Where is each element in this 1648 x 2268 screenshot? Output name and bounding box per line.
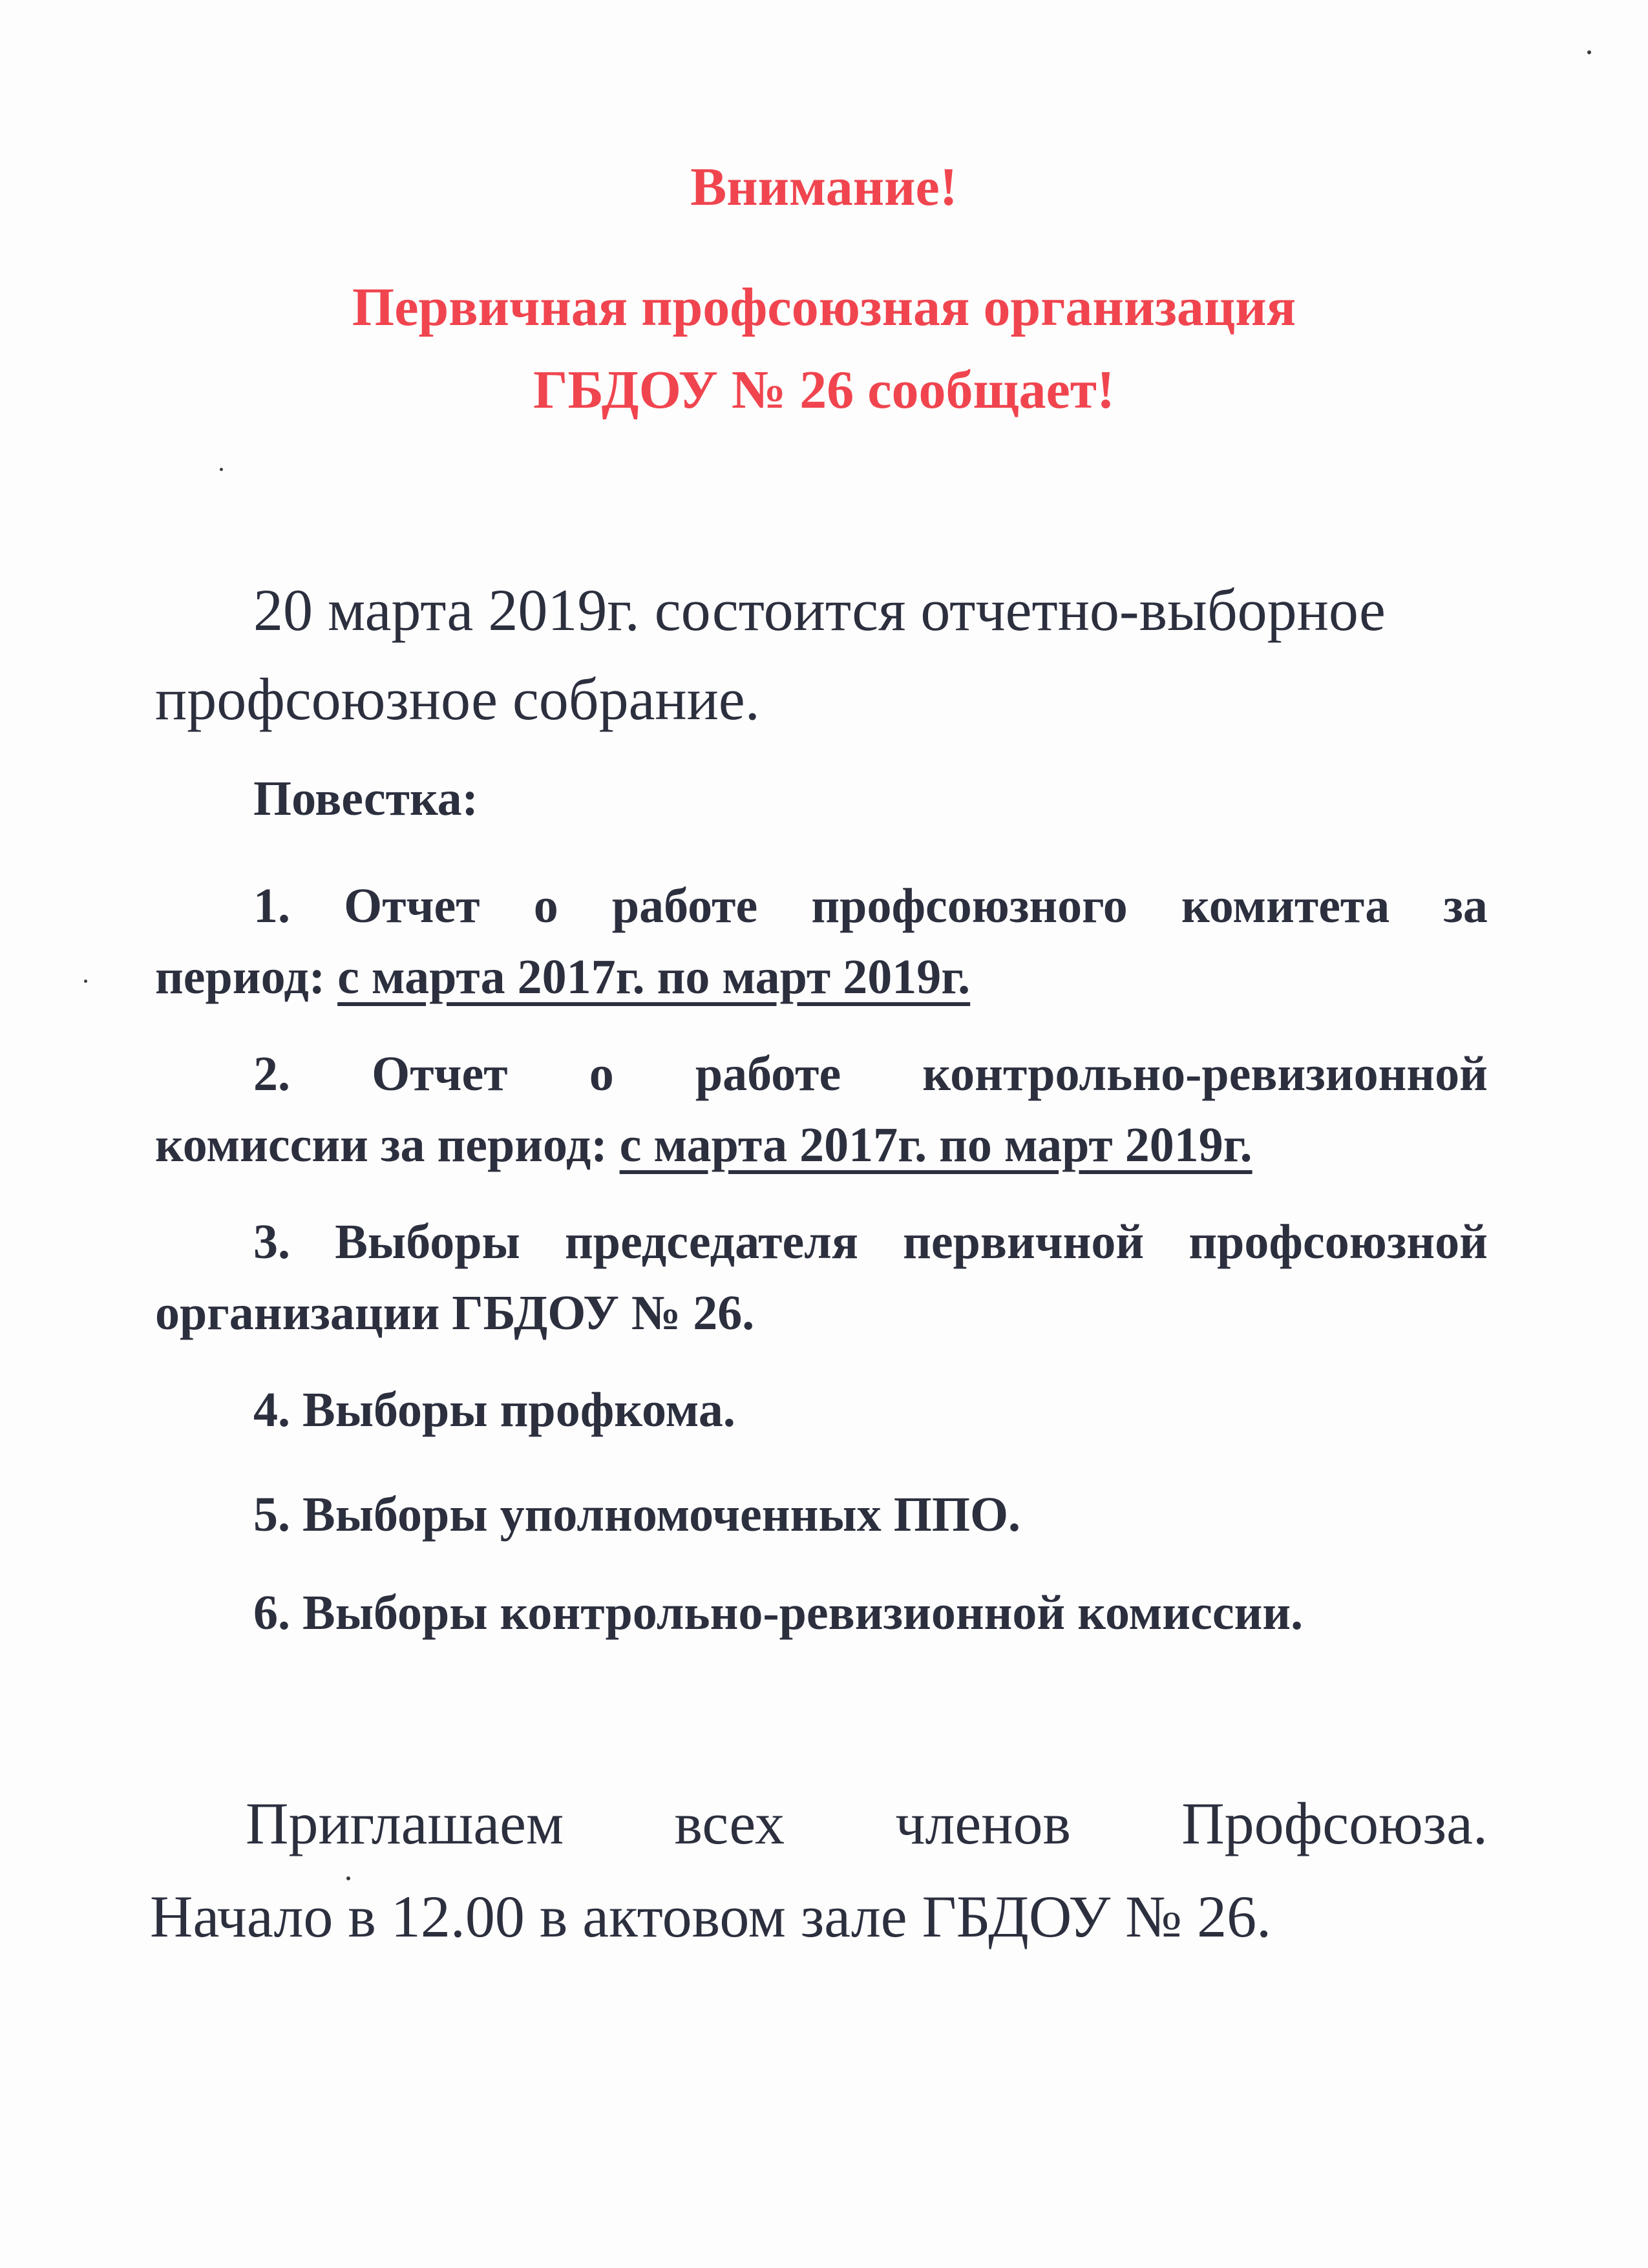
announcement-line-1: [253, 577, 1488, 643]
agenda-item-1-word: за: [1443, 879, 1488, 933]
scan-speck: [84, 980, 87, 983]
agenda-item-2-word: работе: [695, 1047, 841, 1101]
agenda-item-2-line-1: [253, 1047, 1488, 1101]
invitation-word: Профсоюза.: [1181, 1790, 1488, 1856]
agenda-item-2-period-label: комиссии за период:: [155, 1118, 607, 1172]
agenda-item-1-line-2: [155, 952, 970, 1002]
agenda-item-3-line-1: [253, 1215, 1488, 1269]
organization-heading-line2: ГБДОУ № 26 сообщает!: [533, 360, 1115, 420]
agenda-item-3-word: 3.: [253, 1215, 290, 1269]
announcement-line-2: профсоюзное собрание.: [155, 666, 760, 732]
invitation-word: всех: [674, 1790, 785, 1856]
agenda-item-1-word: о: [533, 879, 558, 933]
agenda-item-1-word: работе: [611, 879, 758, 933]
agenda-item-1-word: Отчет: [344, 879, 480, 933]
agenda-item-1-word: комитета: [1181, 879, 1390, 933]
agenda-item-1-word: 1.: [253, 879, 290, 933]
agenda-item-2-word: Отчет: [372, 1047, 508, 1101]
agenda-item-5: 5. Выборы уполномоченных ППО.: [253, 1487, 1021, 1542]
agenda-title: Повестка:: [253, 772, 478, 826]
agenda-item-3-word: Выборы: [335, 1215, 520, 1269]
agenda-item-2-word: контрольно-ревизионной: [922, 1047, 1488, 1101]
agenda-item-2-word: 2.: [253, 1047, 290, 1101]
agenda-item-4: 4. Выборы профкома.: [253, 1383, 735, 1437]
invitation-word: Приглашаем: [246, 1790, 564, 1856]
attention-heading: Внимание!: [690, 157, 958, 217]
scan-speck: [220, 468, 223, 471]
agenda-item-3-word: первичной: [903, 1215, 1145, 1269]
agenda-item-3-word: председателя: [565, 1215, 858, 1269]
agenda-item-2-word: о: [589, 1047, 614, 1101]
invitation-line-1: [246, 1790, 1488, 1856]
agenda-item-2-line-2: [155, 1120, 1252, 1170]
organization-heading-line1: Первичная профсоюзная организация: [352, 277, 1296, 337]
agenda-item-3-line-2: организации ГБДОУ № 26.: [155, 1286, 755, 1340]
scan-speck: [1587, 50, 1591, 54]
agenda-item-3-word: профсоюзной: [1188, 1215, 1488, 1269]
announcement-text-1: 20 марта 2019г. состоится отчетно-выборное: [253, 577, 1386, 643]
agenda-item-1-period-dates: с марта 2017г. по март 2019г.: [337, 950, 971, 1004]
agenda-item-1-period-label: период:: [155, 950, 326, 1004]
scan-speck: [346, 1876, 350, 1880]
invitation-word: членов: [895, 1790, 1071, 1856]
invitation-line-2: Начало в 12.00 в актовом зале ГБДОУ № 26.: [150, 1884, 1272, 1949]
agenda-item-6: 6. Выборы контрольно-ревизионной комиссии.: [253, 1586, 1304, 1640]
agenda-item-2-period-dates: с марта 2017г. по март 2019г.: [619, 1118, 1252, 1172]
agenda-item-1-word: профсоюзного: [811, 879, 1128, 933]
agenda-item-1-line-1: [253, 879, 1488, 933]
